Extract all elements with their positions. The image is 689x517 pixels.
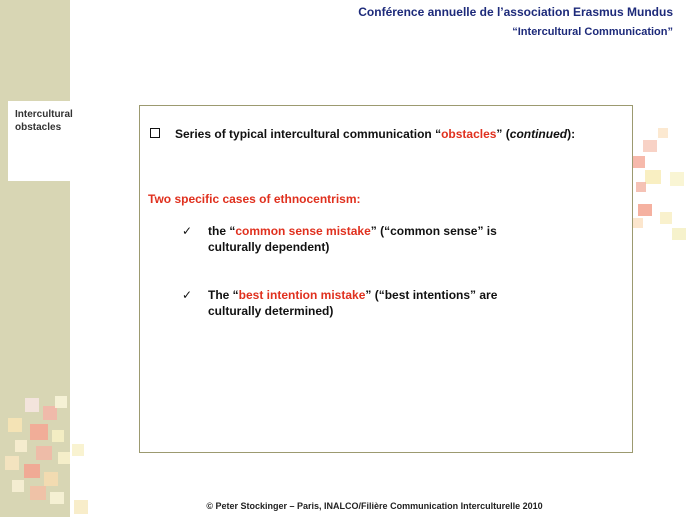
highlight-obstacles: obstacles [441, 127, 497, 141]
checkmark-icon: ✓ [182, 224, 193, 238]
footer-copyright: © Peter Stockinger – Paris, INALCO/Filière Communication Interculturelle 2010 [206, 501, 543, 511]
list-item: ✓ the “common sense mistake” (“common sense” is culturally dependent) [182, 224, 497, 254]
conference-subtitle: “Intercultural Communication” [512, 26, 673, 38]
main-bullet: Series of typical intercultural communication “obstacles” (continued): [150, 127, 575, 141]
content-box [139, 105, 633, 453]
conference-title: Conférence annuelle de l’association Erasmus Mundus [358, 5, 673, 19]
square-bullet-icon [150, 128, 160, 138]
section-label: Intercultural obstacles [8, 101, 70, 181]
list-item: ✓ The “best intention mistake” (“best intentions” are culturally determined) [182, 288, 498, 318]
checkmark-icon: ✓ [182, 288, 193, 302]
subheading: Two specific cases of ethnocentrism: [148, 192, 361, 206]
